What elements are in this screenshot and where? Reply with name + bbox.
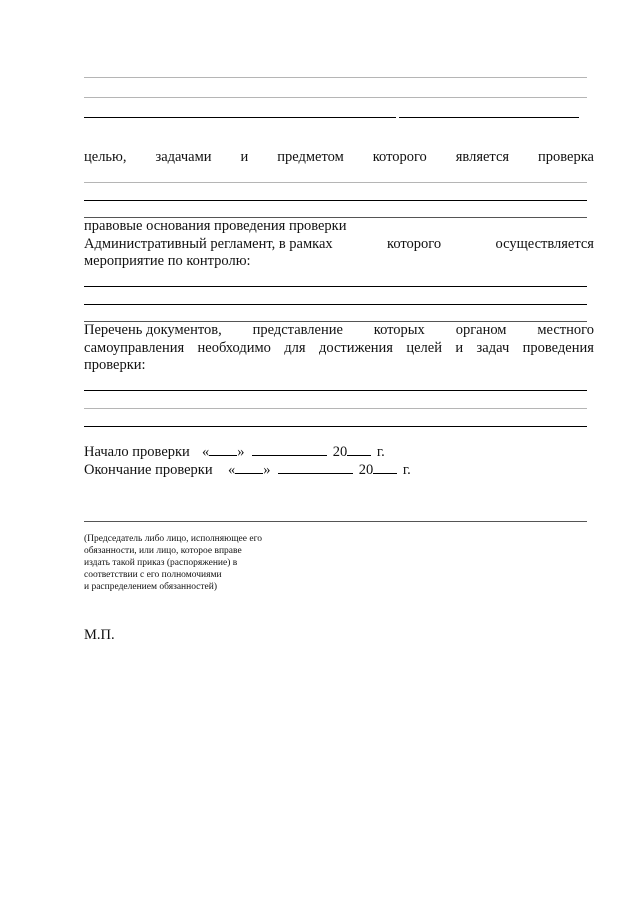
documents-word: целей — [406, 340, 442, 356]
documents-word: проведения — [522, 340, 594, 356]
purpose-word: задачами — [155, 149, 212, 165]
signature-note-line: и распределением обязанностей) — [84, 582, 218, 592]
documents-line-last: проверки: — [84, 357, 146, 373]
documents-line-2 — [84, 340, 594, 357]
close-quote: » — [237, 444, 245, 460]
regulation-blank-line-1 — [84, 286, 587, 287]
signature-note-line: (Председатель либо лицо, исполняющее его — [84, 534, 262, 544]
documents-blank-line-3 — [84, 426, 587, 427]
signature-note-line: соответствии с его полномочиями — [84, 570, 222, 580]
day-blank — [209, 443, 237, 456]
documents-line-1 — [84, 322, 594, 339]
year-prefix: 20 — [358, 462, 374, 478]
open-quote: « — [202, 444, 210, 460]
documents-word: и — [455, 340, 464, 356]
documents-word: Перечень документов, — [84, 322, 222, 338]
documents-blank-line-1 — [84, 390, 587, 391]
regulation-word: которого — [387, 236, 442, 252]
month-blank — [278, 461, 353, 474]
month-blank — [252, 443, 327, 456]
regulation-line-last: мероприятие по контролю: — [84, 253, 251, 269]
purpose-word: которого — [372, 149, 427, 165]
documents-word: местного — [537, 322, 594, 338]
documents-word: которых — [373, 322, 425, 338]
regulation-blank-line-2 — [84, 304, 587, 305]
documents-word: самоуправления — [84, 340, 185, 356]
purpose-blank-line-2 — [84, 200, 587, 201]
legal-basis-label: правовые основания проведения проверки — [84, 218, 347, 234]
documents-blank-line-2 — [84, 408, 587, 409]
documents-word: для — [284, 340, 306, 356]
year-suffix: г. — [402, 462, 411, 478]
regulation-line — [84, 236, 594, 253]
purpose-word: и — [240, 149, 249, 165]
start-date-label: Начало проверки — [84, 444, 190, 460]
regulation-word: Административный регламент, в рамках — [84, 236, 333, 252]
purpose-word: проверка — [538, 149, 594, 165]
blank-line-2 — [84, 97, 587, 98]
purpose-word: предметом — [277, 149, 344, 165]
end-date-label: Окончание проверки — [84, 462, 213, 478]
purpose-word: целью, — [84, 149, 127, 165]
seal-placeholder: М.П. — [84, 627, 115, 643]
blank-line-3b — [399, 117, 579, 118]
signature-note-line: обязанности, или лицо, которое вправе — [84, 546, 242, 556]
day-blank — [235, 461, 263, 474]
signature-note-line: издать такой приказ (распоряжение) в — [84, 558, 238, 568]
purpose-word: является — [455, 149, 510, 165]
purpose-line — [84, 149, 594, 166]
year-blank — [347, 443, 371, 456]
documents-word: органом — [455, 322, 507, 338]
documents-word: необходимо — [197, 340, 271, 356]
year-prefix: 20 — [332, 444, 348, 460]
close-quote: » — [263, 462, 271, 478]
end-date-row — [84, 461, 411, 479]
documents-word: достижения — [318, 340, 393, 356]
purpose-blank-line-1 — [84, 182, 587, 183]
documents-word: представление — [252, 322, 343, 338]
year-blank — [373, 461, 397, 474]
regulation-word: осуществляется — [495, 236, 594, 252]
blank-line-3a — [84, 117, 396, 118]
start-date-row — [84, 443, 385, 461]
documents-word: задач — [476, 340, 510, 356]
signature-note — [84, 533, 262, 593]
year-suffix: г. — [376, 444, 385, 460]
blank-line-1 — [84, 77, 587, 78]
signature-line — [84, 521, 587, 522]
open-quote: « — [228, 462, 236, 478]
